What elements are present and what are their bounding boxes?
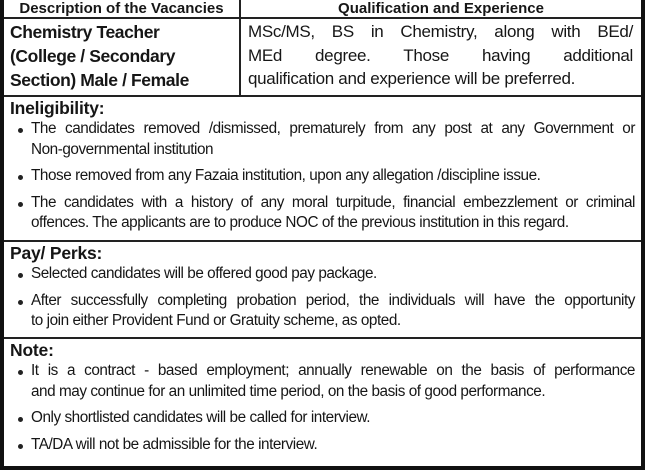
bullet-line: and may continue for an unlimited time period, on the basis of good performance. — [31, 382, 546, 400]
bullet-icon — [18, 175, 23, 180]
section-title: Ineligibility: — [10, 98, 105, 118]
bullet-item — [10, 166, 635, 187]
bullet-item — [10, 291, 635, 332]
position-line: (College / Secondary — [10, 46, 176, 66]
bullet-item — [10, 119, 635, 160]
bullet-line: The candidates removed /dismissed, prematurely from any post at any Government or — [31, 120, 635, 137]
bullet-icon — [18, 273, 23, 278]
table-header-divider — [4, 17, 641, 19]
section-title: Pay/ Perks: — [10, 243, 103, 263]
bullet-icon — [18, 417, 23, 422]
bullet-line: After successfully completing probation period, the individuals will have the opportunity — [31, 291, 635, 309]
bullet-line: to join either Provident Fund or Gratuity scheme, as opted. — [31, 312, 401, 329]
qualification-line: MSc/MS, BS in Chemistry, along with BEd/ — [248, 22, 633, 41]
header-description: Description of the Vacancies — [19, 0, 224, 17]
bullet-icon — [18, 128, 23, 133]
position-line: Section) Male / Female — [10, 70, 189, 90]
bullet-line: Those removed from any Fazaia institution, upon any allegation /discipline issue. — [31, 167, 541, 184]
bullet-icon — [18, 202, 23, 207]
bullet-item — [10, 193, 635, 234]
bullet-line: It is a contract - based employment; annually renewable on the basis of performance — [31, 362, 635, 379]
qualification-line: qualification and experience will be preferred. — [248, 69, 576, 88]
qualification-line: MEd degree. Those having additional — [248, 45, 633, 65]
table-column-divider — [239, 0, 241, 96]
section-ineligibility — [10, 97, 635, 240]
qualification-cell — [248, 20, 633, 91]
bullet-line: The candidates with a history of any moral turpitude, financial embezzlement or criminal — [31, 193, 635, 211]
bullet-line: Only shortlisted candidates will be called for interview. — [31, 409, 371, 426]
bullet-icon — [18, 300, 23, 305]
bullet-line: offences. The applicants are to produce NOC of the previous institution in this regard. — [31, 214, 569, 231]
position-line: Chemistry Teacher — [10, 22, 160, 42]
bullet-line: TA/DA will not be admissible for the interview. — [31, 435, 318, 453]
bullet-icon — [18, 444, 23, 449]
section-note — [10, 339, 635, 461]
bullet-item — [10, 264, 635, 285]
bullet-item — [10, 408, 635, 429]
bullet-icon — [18, 370, 23, 375]
bullet-line: Selected candidates will be offered good pay package. — [31, 265, 377, 282]
section-pay-perks — [10, 242, 635, 338]
header-qualification: Qualification and Experience — [338, 0, 544, 17]
bullet-item — [10, 361, 635, 402]
section-title: Note: — [10, 340, 54, 360]
position-cell — [10, 20, 235, 92]
bullet-line: Non-governmental institution — [31, 140, 214, 158]
